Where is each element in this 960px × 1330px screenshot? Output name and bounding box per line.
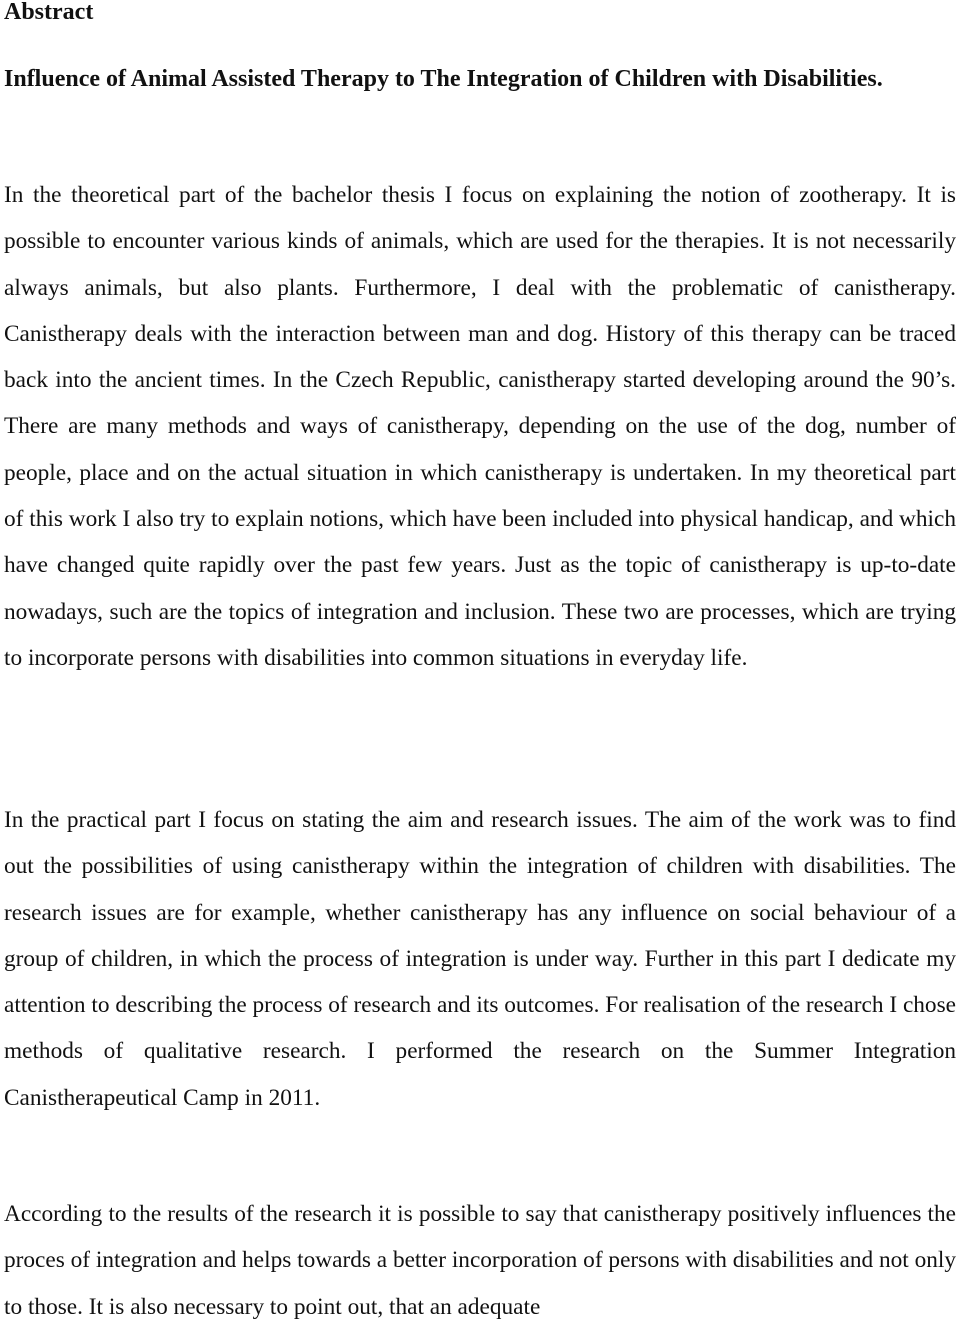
abstract-paragraph-results: According to the results of the research it is possible to say that canistherapy positively influences the proces of integration and helps towards a better incorporation of persons with disabilities and not only to those. It is also necessary to point out, that an adequate [4,1201,956,1320]
abstract-paragraph-theory: In the theoretical part of the bachelor thesis I focus on explaining the notion of zootherapy. It is possible to encounter various kinds of animals, which are used for the therapies. It is not necessarily always animals, but also plants. Furthermore, I deal with the problematic of canistherapy. Canistherapy deals with the interaction between man and dog. History of this therapy can be traced back into the ancient times. In the Czech Republic, canistherapy started developing around the 90’s. There are many methods and ways of canistherapy, depending on the use of the dog, number of people, place and on the actual situation in which canistherapy is undertaken. In my theoretical part of this work I also try to explain notions, which have been included into physical handicap, and which have changed quite rapidly over the past few years. Just as the topic of canistherapy is up-to-date nowadays, such are the topics of integration and inclusion. These two are processes, which are trying to incorporate persons with disabilities into common situations in everyday life. [4,182,956,671]
abstract-paragraph-practice: In the practical part I focus on stating the aim and research issues. The aim of the work was to find out the possibilities of using canistherapy within the integration of children with disabilities. The research issues are for example, whether canistherapy has any influence on social behaviour of a group of children, in which the process of integration is under way. Further in this part I dedicate my attention to describing the process of research and its outcomes. For realisation of the research I chose methods of qualitative research. I performed the research on the Summer Integration Canistherapeutical Camp in 2011. [4,807,956,1111]
section-heading: Abstract [4,0,94,25]
thesis-title: Influence of Animal Assisted Therapy to The Integration of Children with Disabilities. [4,66,883,92]
